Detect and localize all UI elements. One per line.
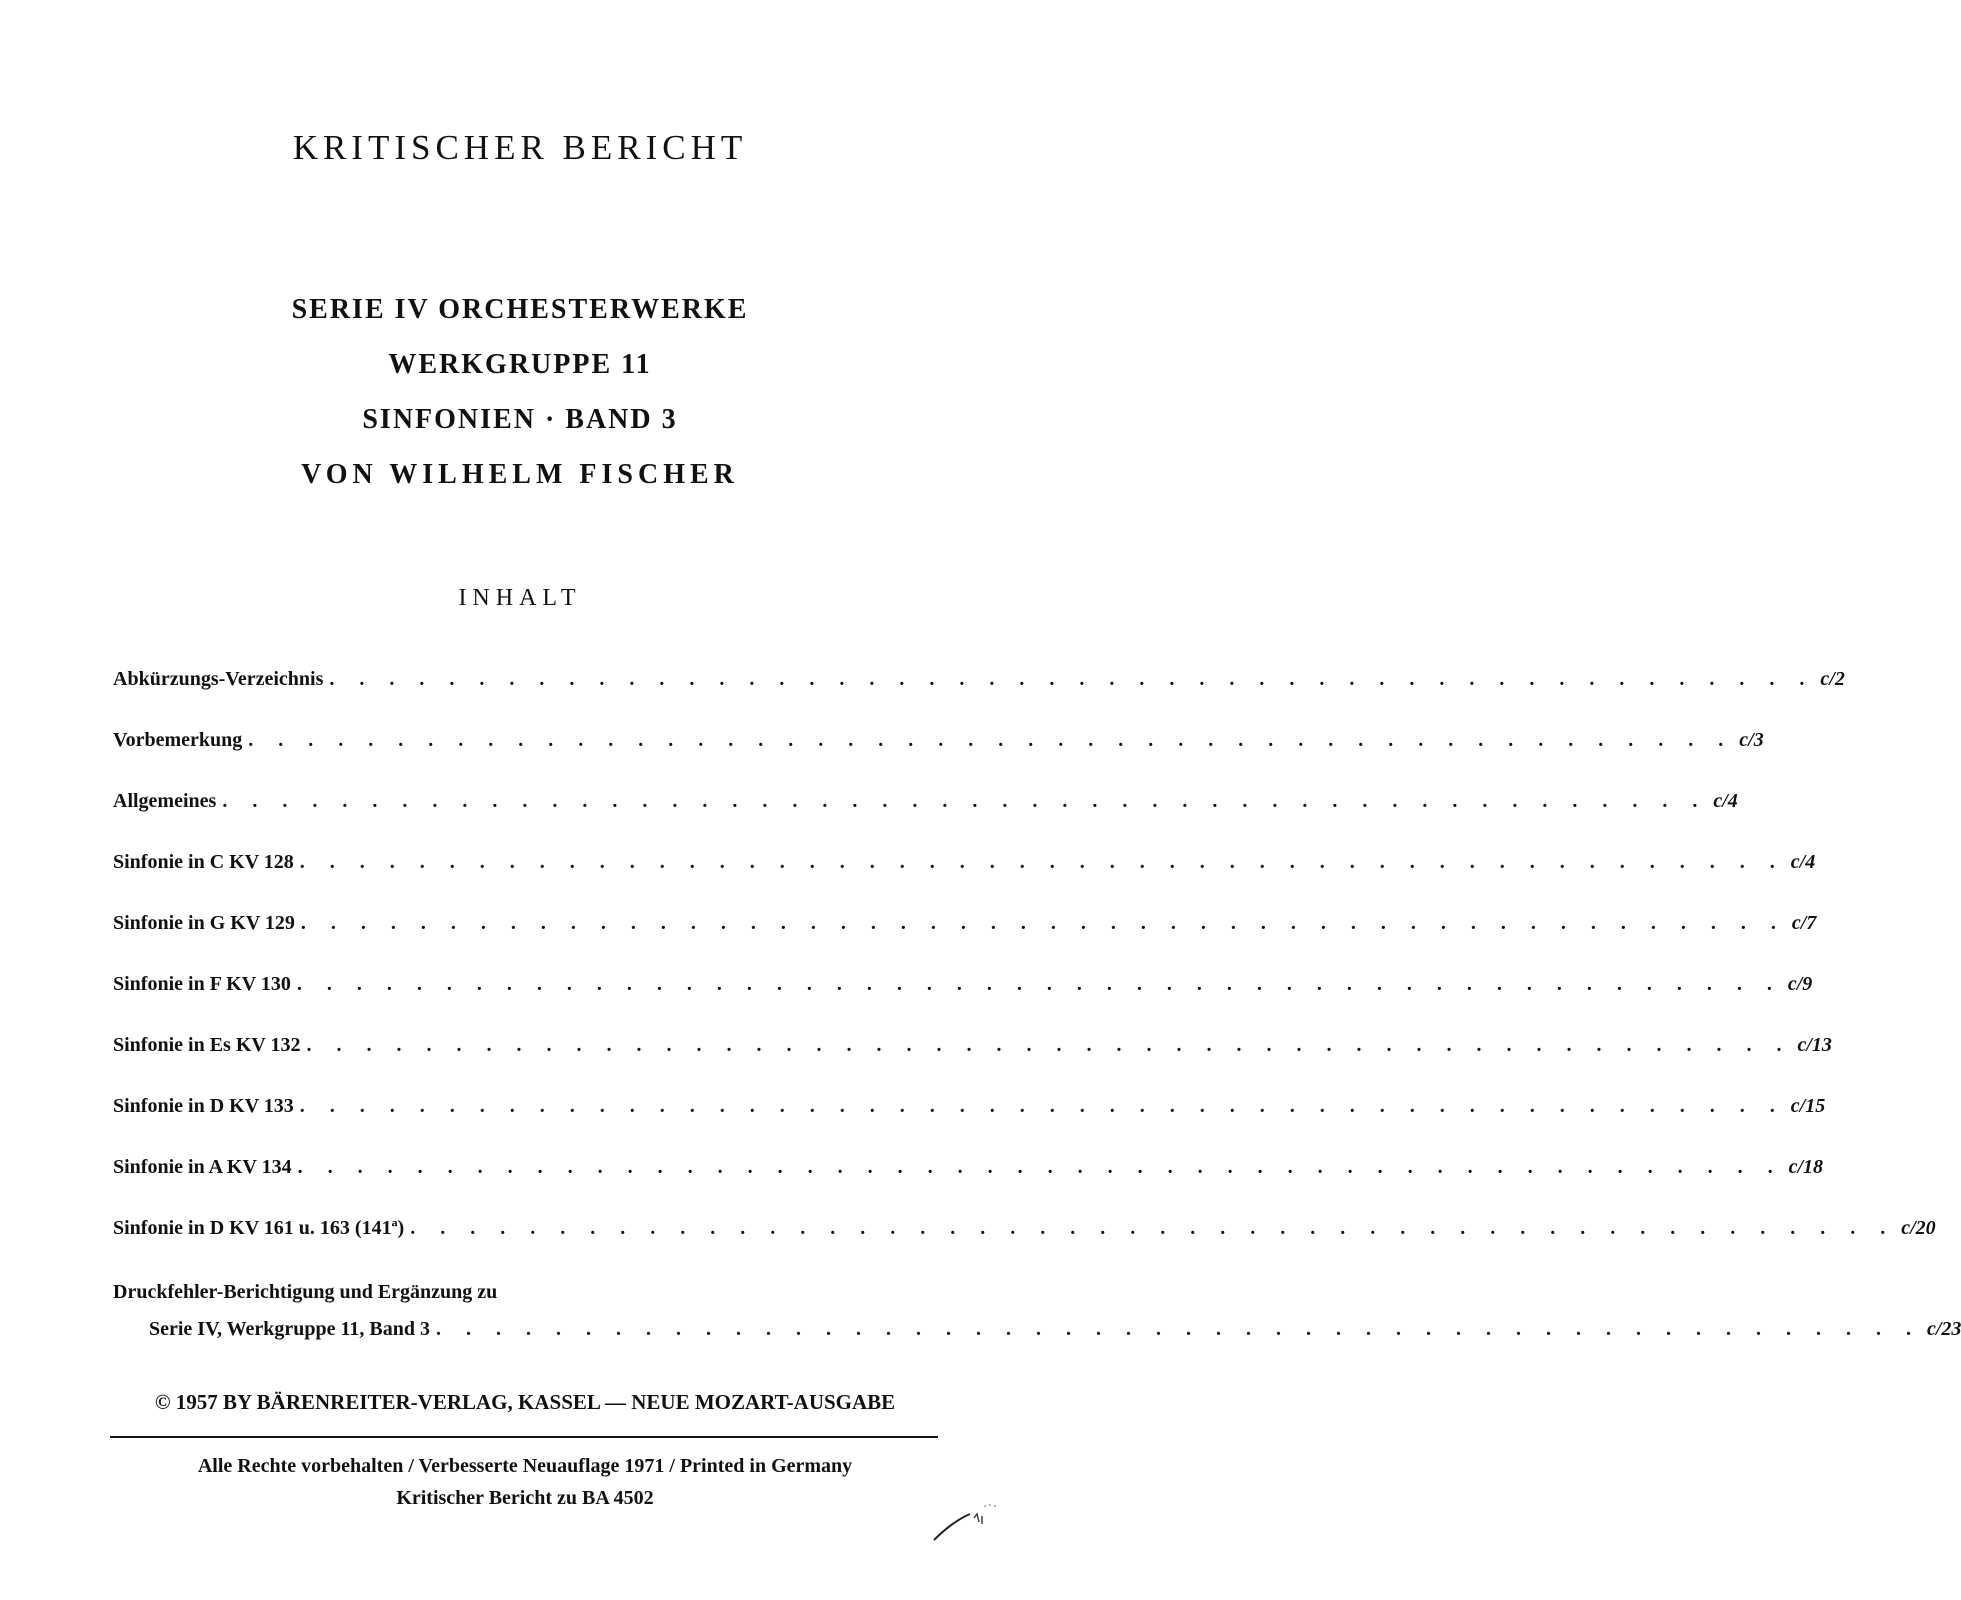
toc-entry-label: Vorbemerkung	[113, 729, 243, 751]
rights-line: Alle Rechte vorbehalten / Verbesserte Neuauflage 1971 / Printed in Germany	[197, 1455, 853, 1477]
toc-leader-dots: . . . . . . . . . . . . . . . . . . . . . . . . . . . . . . . . . . . . . . . . . . . . . . . . . .	[248, 729, 1734, 751]
toc-entry	[113, 973, 1813, 1034]
toc-entry	[113, 729, 1764, 790]
toc-entry-label: Druckfehler-Berichtigung und Ergänzung zu	[113, 1281, 498, 1303]
handwritten-mark-icon	[930, 1500, 1000, 1545]
copyright-notice: © 1957 BY BÄRENREITER-VERLAG, KASSEL — NEUE MOZART-AUSGABE	[154, 1390, 896, 1414]
volume-line: SINFONIEN · BAND 3	[362, 404, 678, 435]
toc-leader-dots: . . . . . . . . . . . . . . . . . . . . . . . . . . . . . . . . . . . . . . . . . . . . . . . . . .	[435, 1318, 1921, 1340]
toc-entry-page: c/18	[1788, 1156, 1824, 1178]
edition-line: Kritischer Bericht zu BA 4502	[396, 1487, 654, 1509]
toc-entry-label: Allgemeines	[113, 790, 217, 812]
footer	[0, 1450, 1050, 1514]
toc-leader-dots: . . . . . . . . . . . . . . . . . . . . . . . . . . . . . . . . . . . . . . . . . . . . . . . . . .	[410, 1217, 1896, 1239]
toc-entry	[113, 790, 1738, 851]
toc-entry-page: c/3	[1739, 729, 1764, 751]
toc-entry-label: Sinfonie in A KV 134	[113, 1156, 292, 1178]
toc-entry-page: c/15	[1790, 1095, 1826, 1117]
toc-leader-dots: . . . . . . . . . . . . . . . . . . . . . . . . . . . . . . . . . . . . . . . . . . . . . . . . . .	[296, 973, 1782, 995]
toc-entry-page: c/20	[1901, 1217, 1936, 1239]
toc-leader-dots: . . . . . . . . . . . . . . . . . . . . . . . . . . . . . . . . . . . . . . . . . . . . . . . . . .	[329, 668, 1815, 690]
toc-leader-dots: . . . . . . . . . . . . . . . . . . . . . . . . . . . . . . . . . . . . . . . . . . . . . . . . . .	[300, 912, 1786, 934]
toc-leader-dots: . . . . . . . . . . . . . . . . . . . . . . . . . . . . . . . . . . . . . . . . . . . . . . . . . .	[299, 851, 1785, 873]
toc-entry	[113, 912, 1817, 973]
toc-entry-page: c/2	[1820, 668, 1845, 690]
toc-entry-page: c/4	[1790, 851, 1816, 873]
toc-entry	[113, 668, 1845, 729]
toc-entry-label: Sinfonie in Es KV 132	[113, 1034, 301, 1056]
toc-entry-page: c/9	[1787, 973, 1813, 995]
author-line: VON WILHELM FISCHER	[301, 459, 739, 490]
toc-entry-label: Sinfonie in D KV 133	[113, 1095, 294, 1117]
toc-entry-page: c/13	[1797, 1034, 1832, 1056]
toc-entry-page: c/4	[1713, 790, 1738, 812]
contents-heading: INHALT	[458, 585, 582, 611]
series-line: SERIE IV ORCHESTERWERKE	[291, 294, 749, 325]
page-title: KRITISCHER BERICHT	[292, 128, 748, 167]
toc-entry-label: Sinfonie in C KV 128	[113, 851, 294, 873]
toc-leader-dots: . . . . . . . . . . . . . . . . . . . . . . . . . . . . . . . . . . . . . . . . . . . . . . . . . .	[306, 1034, 1792, 1056]
toc-entry-label: Sinfonie in F KV 130	[113, 973, 291, 995]
toc-entry-label-cont: Serie IV, Werkgruppe 11, Band 3	[149, 1318, 430, 1340]
series-block	[0, 282, 1040, 502]
toc-entry	[113, 1095, 1826, 1156]
toc-leader-dots: . . . . . . . . . . . . . . . . . . . . . . . . . . . . . . . . . . . . . . . . . . . . . . . . . .	[222, 790, 1708, 812]
toc-entry-label: Abkürzungs-Verzeichnis	[113, 668, 324, 690]
toc-entry-page: c/7	[1791, 912, 1817, 934]
workgroup-line: WERKGRUPPE 11	[388, 349, 652, 380]
toc-entry-label: Sinfonie in G KV 129	[113, 912, 295, 934]
toc-entry	[113, 1034, 1832, 1095]
toc-leader-dots: . . . . . . . . . . . . . . . . . . . . . . . . . . . . . . . . . . . . . . . . . . . . . . . . . .	[299, 1095, 1785, 1117]
divider-line	[110, 1436, 938, 1438]
toc-entry-errata	[113, 1278, 1961, 1341]
toc-entry	[113, 1217, 1936, 1278]
toc-entry-page: c/23	[1926, 1318, 1961, 1340]
toc-entry	[113, 851, 1816, 912]
table-of-contents	[113, 668, 1961, 1341]
toc-entry-continuation	[113, 1318, 1961, 1341]
toc-entry	[113, 1156, 1824, 1217]
toc-entry-label: Sinfonie in D KV 161 u. 163 (141ª)	[113, 1217, 405, 1239]
toc-leader-dots: . . . . . . . . . . . . . . . . . . . . . . . . . . . . . . . . . . . . . . . . . . . . . . . . . .	[297, 1156, 1783, 1178]
